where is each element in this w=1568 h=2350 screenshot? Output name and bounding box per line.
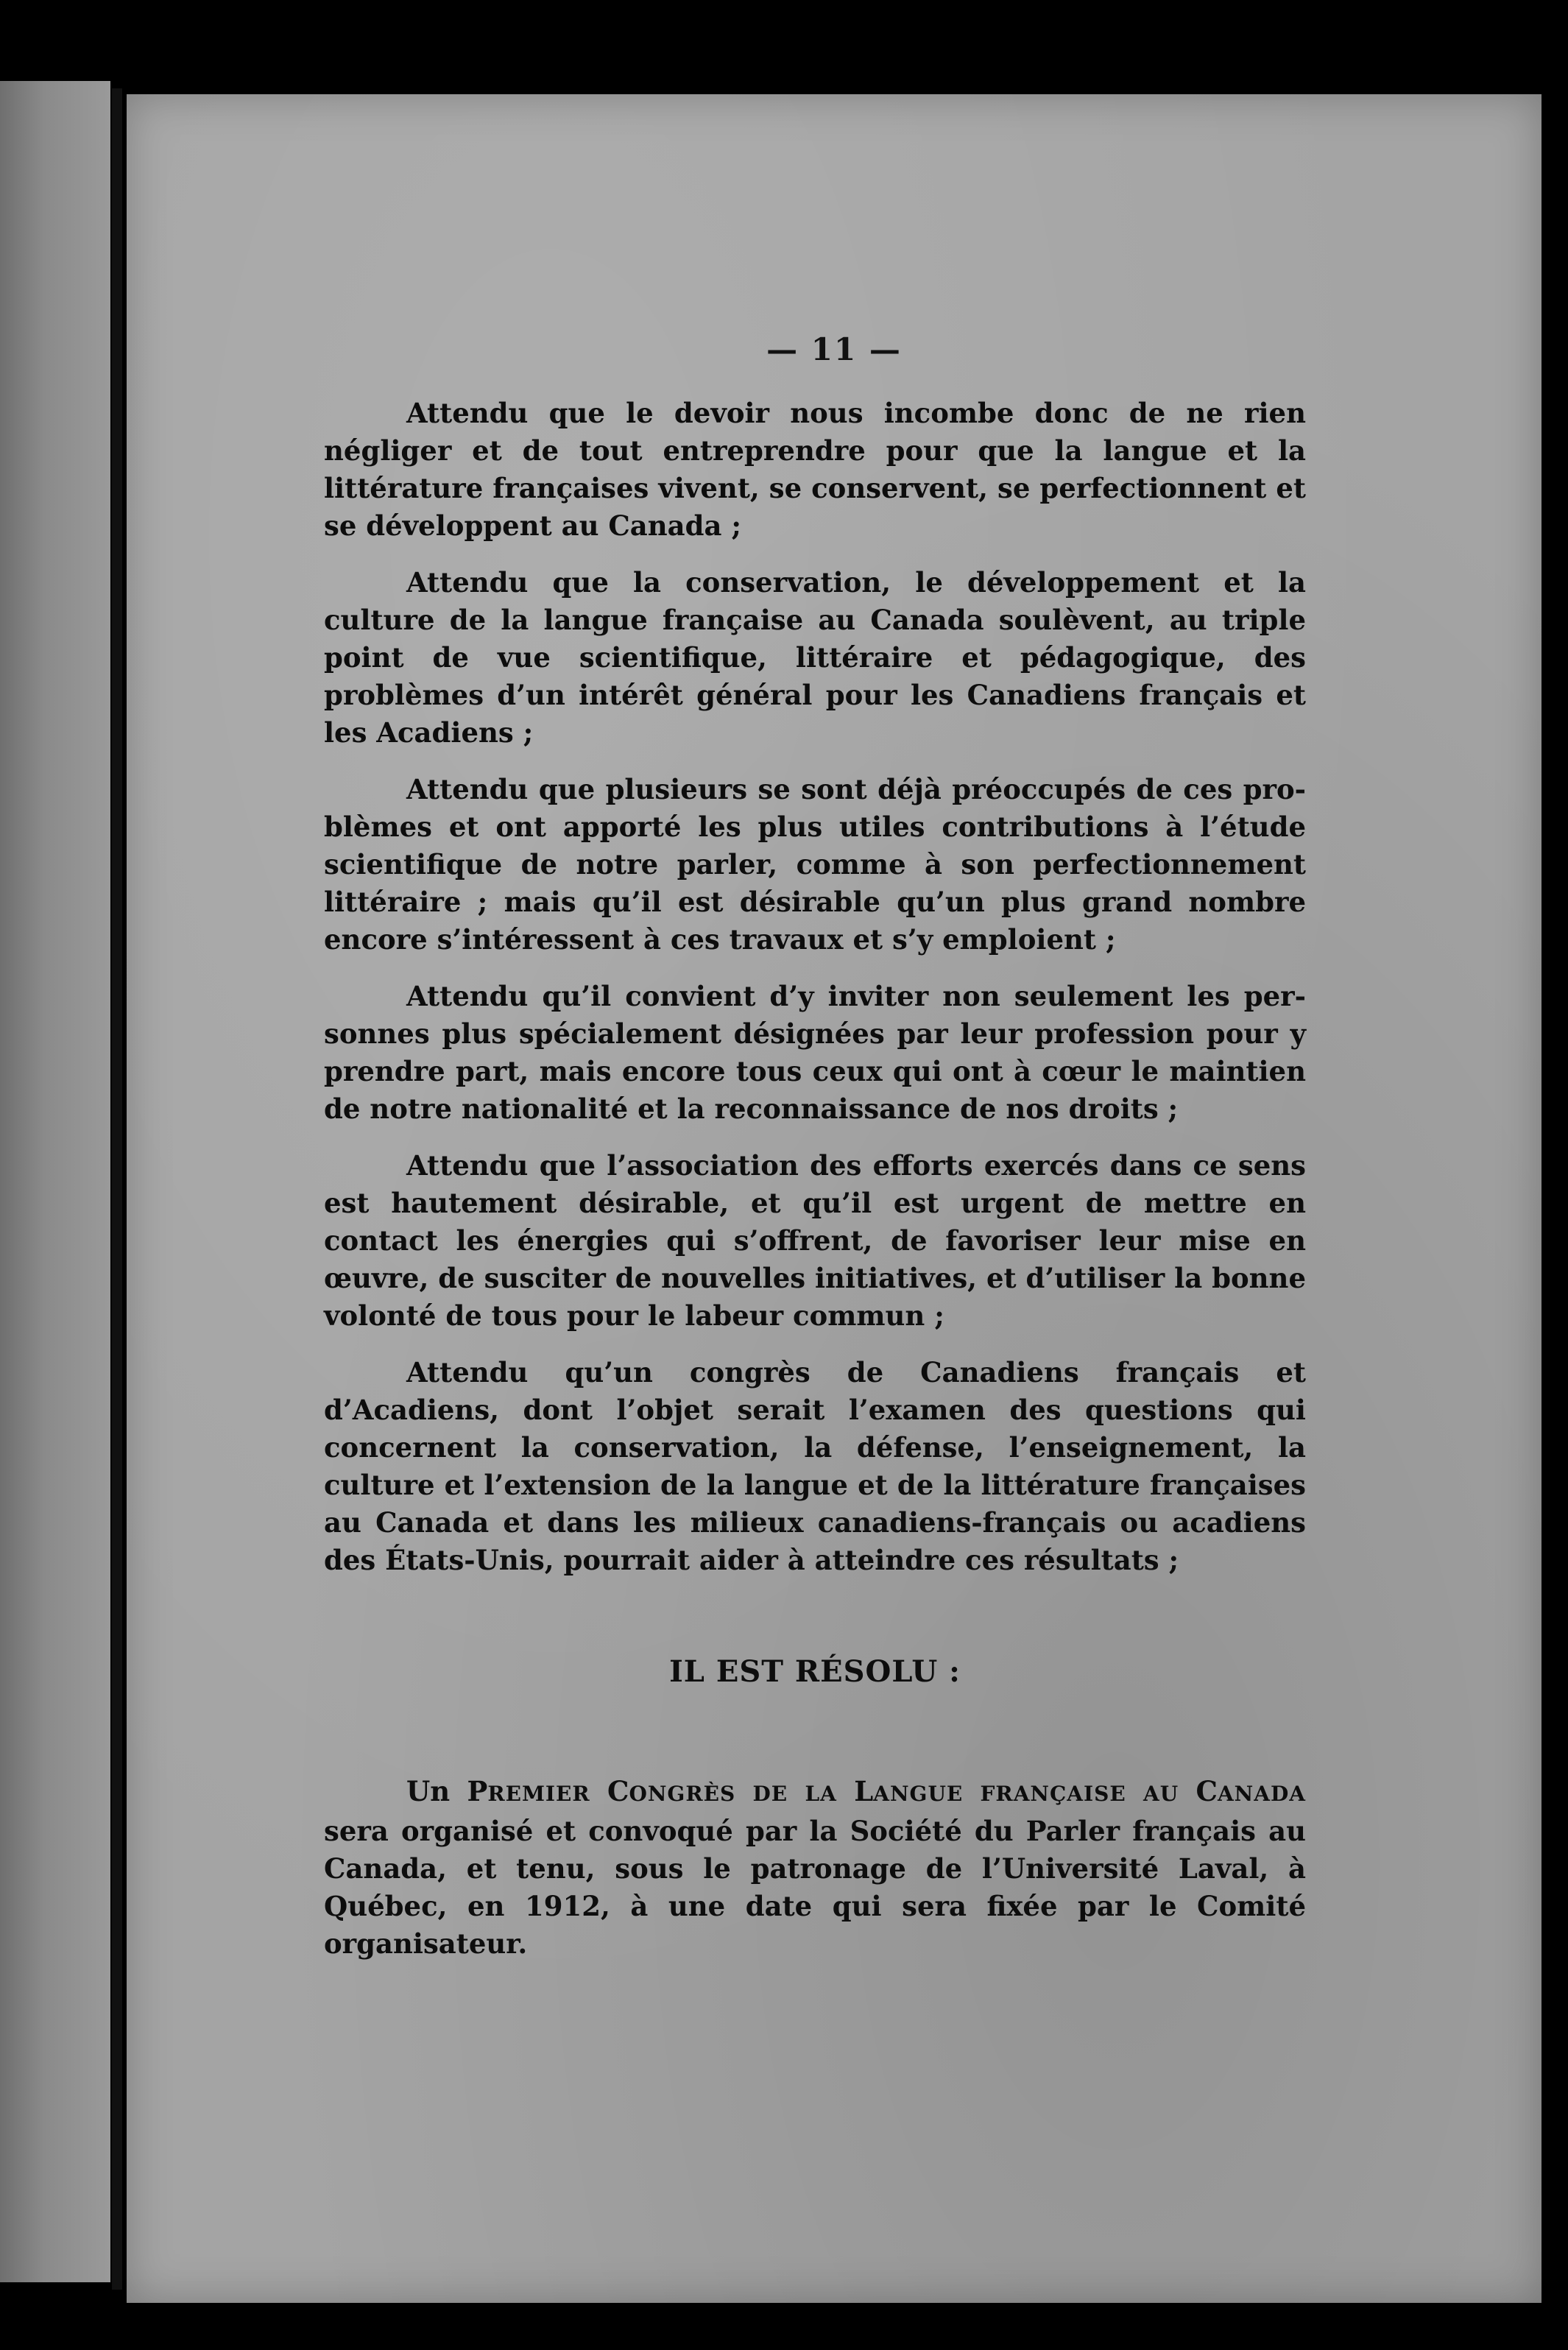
scan-left-margin: [0, 81, 110, 2282]
resolution-text: sera organisé et convoqué par la Société du Parler français au Canada, et tenu, sous le patronage de l’Université Laval, à Québec, en 1912, à une date qui sera fixée par le Comité organisateur.: [324, 1815, 1306, 1960]
binding-edge: [112, 88, 122, 2290]
paragraph-5: Attendu que l’association des efforts exercés dans ce sens est hautement désirable, et qu’il est urgent de mettre en contact les énergies qui s’offrent, de favoriser leur mise en œuvre, de susciter de nouvelles initiatives, et d’utiliser la bonne volonté de tous pour le labeur commun ;: [324, 1149, 1306, 1332]
page-number: — 11 —: [766, 331, 902, 367]
page-body: [324, 395, 1306, 1982]
resolution-paragraph: [324, 1773, 1306, 1963]
congress-title: PREMIER CONGRÈS DE LA LANGUE FRANÇAISE AU CANADA: [467, 1775, 1307, 1807]
document-page: [127, 94, 1541, 2303]
paragraph-6: Attendu qu’un congrès de Canadiens français et d’Acadiens, dont l’objet serait l’examen des questions qui concernent la conservation, la défense, l’enseignement, la culture et l’extension de la langue et de la littérature françaises au Canada et dans les milieux canadiens-français ou acadiens des États-Unis, pourrait aider à atteindre ces résultats ;: [324, 1356, 1306, 1576]
resolution-lead: Un: [406, 1775, 451, 1807]
paragraph-2: Attendu que la conservation, le développement et la culture de la langue française au Canada soulèvent, au triple point de vue scientifique, littéraire et pédagogique, des problèmes d’un intérêt général pour les Canadiens français et les Acadiens ;: [324, 566, 1306, 749]
paragraph-4: Attendu qu’il convient d’y inviter non seulement les personnes plus spécialement désignées par leur profession pour y prendre part, mais encore tous ceux qui ont à cœur le maintien de notre nationalité et la reconnaissance de nos droits ;: [324, 980, 1306, 1125]
paragraph-1: Attendu que le devoir nous incombe donc de ne rien négliger et de tout entreprendre pour que la langue et la littérature françaises vivent, se conservent, se perfectionnent et se développent au Canada ;: [324, 397, 1306, 542]
paragraph-3: Attendu que plusieurs se sont déjà préoccupés de ces problèmes et ont apporté les plus utiles contributions à l’étude scientifique de notre parler, comme à son perfectionnement littéraire ; mais qu’il est désirable qu’un plus grand nombre encore s’intéressent à ces travaux et s’y emploient ;: [324, 773, 1306, 956]
resolution-heading: IL EST RÉSOLU :: [669, 1654, 961, 1689]
